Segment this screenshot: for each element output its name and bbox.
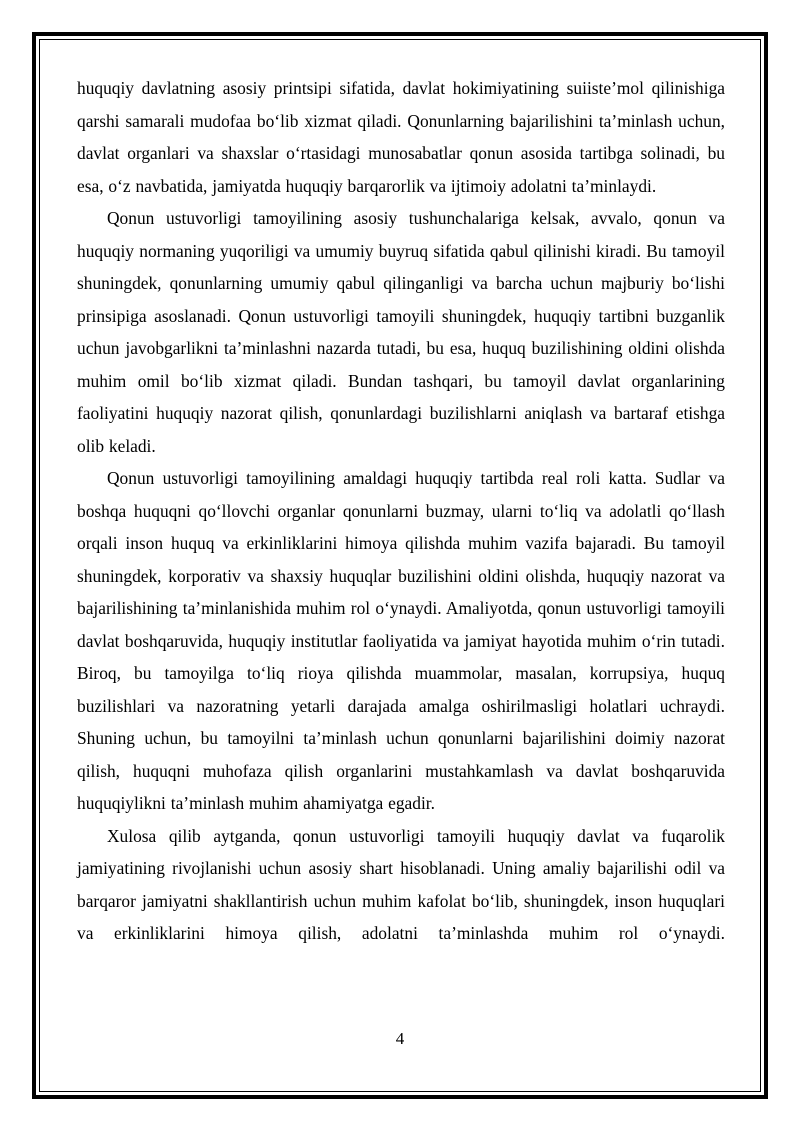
page-number: 4	[395, 1029, 405, 1048]
paragraph-conclusion: Xulosa qilib aytganda, qonun ustuvorligi tamoyili huquqiy davlat va fuqarolik jamiyatining rivojlanishi uchun asosiy shart hisoblanadi. Uning amaliy bajarilishi odil va barqaror jamiyatni shakllantirish uchun muhim kafolat bo‘lib, shuningdek, inson huquqlari va erkinliklarini himoya qilish, adolatni ta’minlashda muhim rol o‘ynaydi.	[77, 825, 725, 943]
paragraph-key-concepts: Qonun ustuvorligi tamoyilining asosiy tushunchalariga kelsak, avvalo, qonun va huquqiy normaning yuqoriligi va umumiy buyruq sifatida qabul qilinishi kiradi. Bu tamoyil shuningdek, qonunlarning umumiy qabul qilinganligi va barcha uchun majburiy bo‘lishi prinsipiga asoslanadi. Qonun ustuvorligi tamoyili shuningdek, huquqiy tartibni buzganlik uchun javobgarlikni ta’minlashni nazarda tutadi, bu esa, huquq buzilishining oldini olishda muhim omil bo‘lib xizmat qiladi. Bundan tashqari, bu tamoyil davlat organlarining faoliyatini huquqiy nazorat qilish, qonunlardagi buzilishlarni aniqlash va bartaraf etishga olib keladi.	[77, 208, 725, 456]
page-body	[77, 72, 725, 950]
paragraph-continuation: huquqiy davlatning asosiy printsipi sifatida, davlat hokimiyatining suiiste’mol qilinishiga qarshi samarali mudofaa bo‘lib xizmat qiladi. Qonunlarning bajarilishini ta’minlash uchun, davlat organlari va shaxslar o‘rtasidagi munosabatlar qonun asosida tartibga solinadi, bu esa, o‘z navbatida, jamiyatda huquqiy barqarorlik va ijtimoiy adolatni ta’minlaydi.	[77, 78, 725, 196]
paragraph-practical-role: Qonun ustuvorligi tamoyilining amaldagi huquqiy tartibda real roli katta. Sudlar va boshqa huquqni qo‘llovchi organlar qonunlarni buzmay, ularni to‘liq va adolatli qo‘llash orqali inson huquq va erkinliklarini himoya qilishda muhim vazifa bajaradi. Bu tamoyil shuningdek, korporativ va shaxsiy huquqlar buzilishini oldini olishda, huquqiy nazorat va bajarilishining ta’minlanishida muhim rol o‘ynaydi. Amaliyotda, qonun ustuvorligi tamoyili davlat boshqaruvida, huquqiy institutlar faoliyatida va jamiyat hayotida muhim o‘rin tutadi. Biroq, bu tamoyilga to‘liq rioya qilishda muammolar, masalan, korrupsiya, huquq buzilishlari va nazoratning yetarli darajada amalga oshirilmasligi holatlari uchraydi. Shuning uchun, bu tamoyilni ta’minlash uchun qonunlarni bajarilishini doimiy nazorat qilish, huquqni muhofaza qilish organlarini mustahkamlash va davlat boshqaruvida huquqiylikni ta’minlash muhim ahamiyatga egadir.	[77, 468, 725, 813]
